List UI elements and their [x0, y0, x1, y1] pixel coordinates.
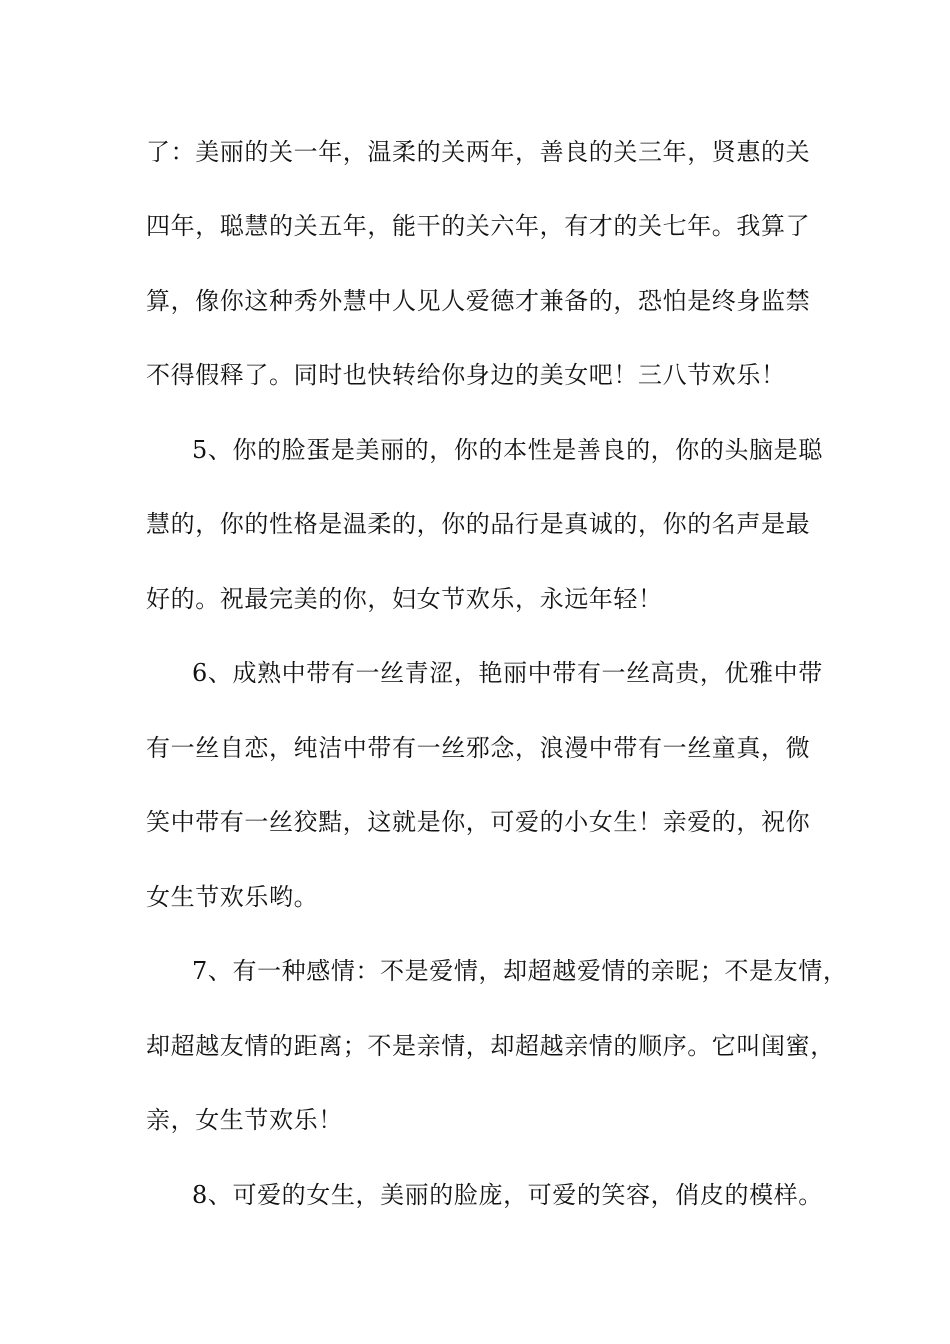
paragraph-7-first-line: 7、有一种感情：不是爱情，却超越爱情的亲昵；不是友情，: [192, 957, 848, 985]
text-line: 笑中带有一丝狡黠，这就是你，可爱的小女生！亲爱的，祝你: [146, 808, 811, 836]
text-line: 慧的，你的性格是温柔的，你的品行是真诚的，你的名声是最: [146, 510, 811, 538]
paragraph-6-first-line: 6、成熟中带有一丝青涩，艳丽中带有一丝高贵，优雅中带: [192, 659, 823, 687]
paragraph-5-first-line: 5、你的脸蛋是美丽的，你的本性是善良的，你的头脑是聪: [192, 436, 823, 464]
text-line: 却超越友情的距离；不是亲情，却超越亲情的顺序。它叫闺蜜，: [146, 1032, 835, 1060]
text-line: 有一丝自恋，纯洁中带有一丝邪念，浪漫中带有一丝童真，微: [146, 734, 811, 762]
paragraph-8-first-line: 8、可爱的女生，美丽的脸庞，可爱的笑容，俏皮的模样。: [192, 1181, 823, 1209]
text-line: 四年，聪慧的关五年，能干的关六年，有才的关七年。我算了: [146, 212, 811, 240]
text-line: 算，像你这种秀外慧中人见人爱德才兼备的，恐怕是终身监禁: [146, 287, 811, 315]
text-line: 不得假释了。同时也快转给你身边的美女吧！三八节欢乐！: [146, 361, 786, 389]
text-line: 亲，女生节欢乐！: [146, 1106, 343, 1134]
text-line: 了：美丽的关一年，温柔的关两年，善良的关三年，贤惠的关: [146, 138, 811, 166]
text-line: 好的。祝最完美的你，妇女节欢乐，永远年轻！: [146, 585, 663, 613]
text-line: 女生节欢乐哟。: [146, 883, 319, 911]
